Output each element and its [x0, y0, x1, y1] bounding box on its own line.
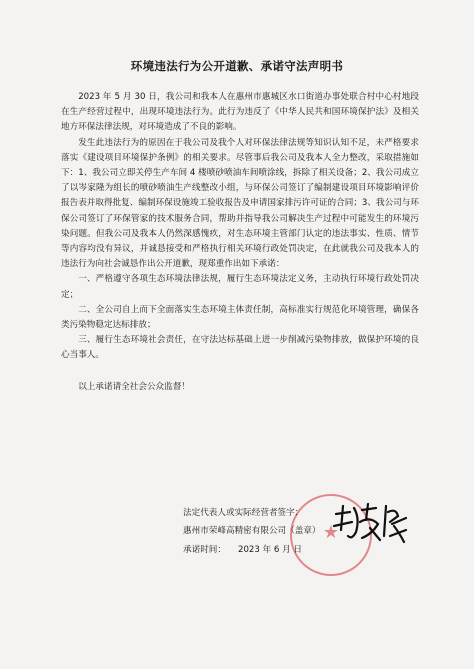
incident-paragraph: 2023 年 5 月 30 日，我公司和我本人在惠州市惠城区水口街道办事处联合村中心村地段在生产经营过程中，出现环境违法行为。此行为违反了《中华人民共和国环境保护法》及相关地方环保法律法规，对环境造成了不良的影响。: [61, 92, 419, 133]
date-label: 承诺时间：: [183, 545, 226, 555]
seal-star-icon: ★: [322, 522, 340, 543]
document-title: 环境违法行为公开道歉、承诺守法声明书: [130, 59, 344, 73]
company-name-line: 惠州市荣峰高精密有限公司（盖章）: [183, 526, 321, 536]
representative-signature-line: 法定代表人或实际经营者签字：: [183, 508, 304, 518]
commitment-3: 三、履行生态环境社会责任，在守法达标基础上进一步削减污染物排放，做保护环境的良心当事人。: [61, 335, 419, 361]
statement-body: [61, 90, 419, 395]
commitment-date-line: [183, 543, 302, 555]
public-supervision-line: 以上承诺请全社会公众监督！: [78, 381, 190, 392]
commitment-1: 一、严格遵守各项生态环境法律法规，履行生态环境法定义务，主动执行环境行政处罚决定；: [61, 274, 419, 300]
commitment-2: 二、全公司自上而下全面落实生态环境主体责任制，高标准实行规范化环境管理，确保各类污染物稳定达标排放；: [61, 304, 419, 331]
handwritten-signature: [330, 500, 410, 550]
cause-and-remediation-paragraph: 发生此违法行为的原因在于我公司及我个人对环保法律法规等知识认知不足，未严格要求落实《建设项目环境保护条例》的相关要求。尽管事后我公司及我本人全力整改，采取措施如下：1、我公司立即关停生产车间 4 楼喷砂喷油车间喷涂线，拆除了相关设备；2、我公司成立了以岑家隆为组长的喷砂喷油生产线整改小组，与环保公司签订了编制建设项目环境影响评价报告表并取得批复、编制环保设施竣工验收报告及申请国家排污许可证的合同；3、我公司与环保公司签订了环保管家的技术服务合同，帮助并指导我公司解决生产过程中可能发生的环境污染问题。但我公司及我本人仍然深感愧疚，对生态环境主管部门认定的违法事实、性质、情节等内容均没有异议，并诚恳接受和严格执行相关环境行政处罚决定，在此就我公司及我本人的违法行为向社会诚恳作出公开道歉，现郑重作出如下承诺：: [61, 137, 419, 270]
date-value: 2023 年 6 月 日: [237, 545, 303, 555]
